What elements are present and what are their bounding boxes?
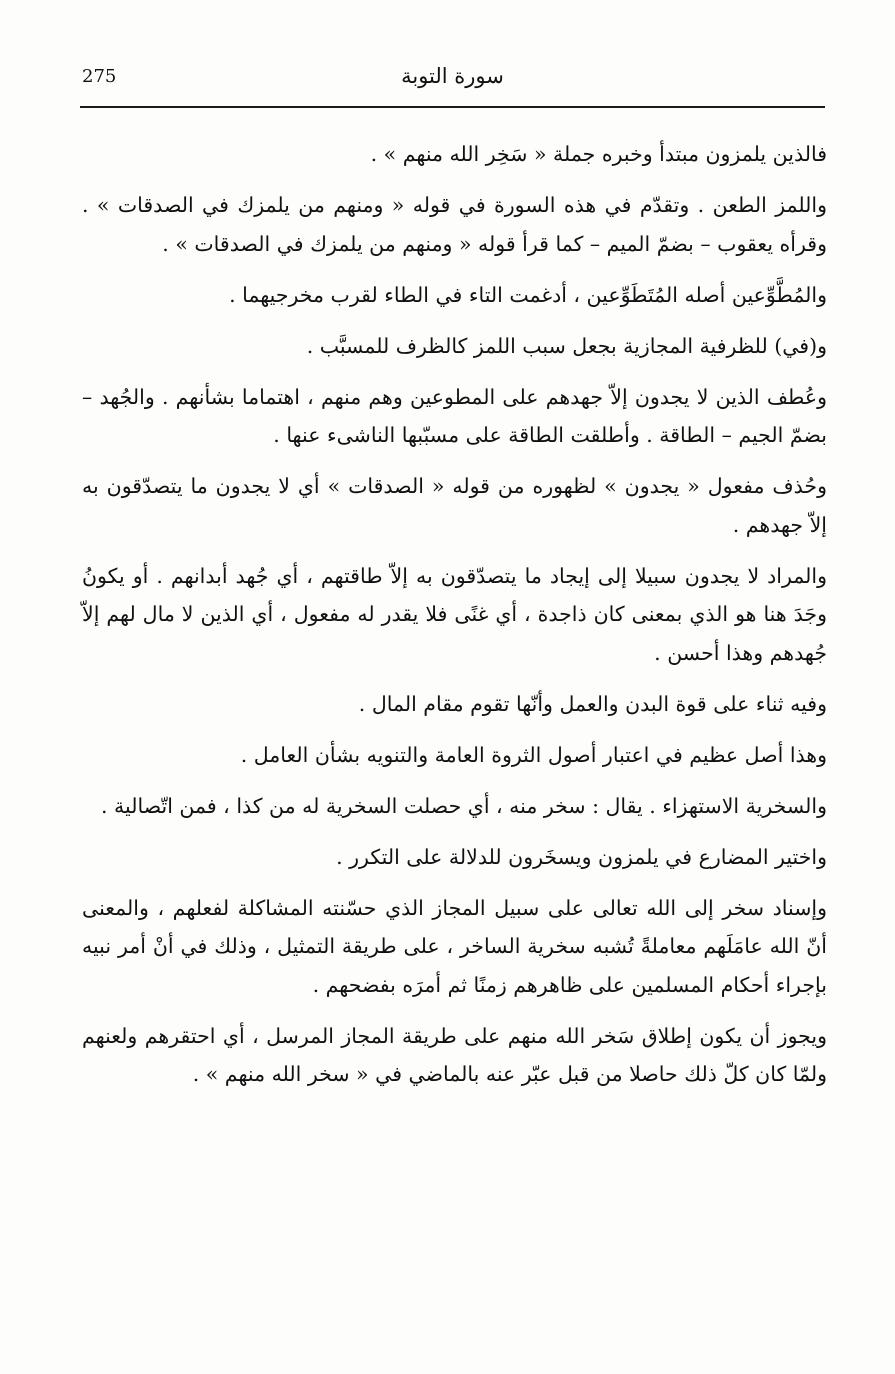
paragraph-13: ويجوز أن يكون إطلاق سَخر الله منهم على طريقة المجاز المرسل ، أي احتقرهم ولعنهم ولمّا كان كلّ ذلك حاصلا من قبل عبّر عنه بالماضي في « سخر الله منهم » . (82, 1023, 827, 1086)
paragraph-1: فالذين يلمزون مبتدأ وخبره جملة « سَخِر الله منهم » . (370, 142, 827, 166)
page-header (80, 60, 825, 108)
page-body (82, 135, 827, 1106)
paragraph-8: وفيه ثناء على قوة البدن والعمل وأنّها تقوم مقام المال . (358, 691, 827, 716)
paragraph-10: والسخرية الاستهزاء . يقال : سخر منه ، أي حصلت السخرية له من كذا ، فمن اتّصالية . (101, 793, 827, 818)
paragraph-11: واختير المضارع في يلمزون ويسخَرون للدلالة على التكرر . (336, 844, 827, 869)
page-number: 275 (82, 66, 117, 87)
paragraph-6: وحُذف مفعول « يجدون » لظهوره من قوله « الصدقات » أي لا يجدون ما يتصدّقون به إلاّ جهدهم . (82, 474, 827, 537)
paragraph-5: وعُطف الذين لا يجدون إلاّ جهدهم على المطوعين وهم منهم ، اهتماما بشأنهم . والجُهد – بضمّ الجيم – الطاقة . وأطلقت الطاقة على مسبّبها الناشىء عنها . (82, 384, 827, 447)
paragraph-7: والمراد لا يجدون سبيلا إلى إيجاد ما يتصدّقون به إلاّ طاقتهم ، أي جُهد أبدانهم . أو يكونُ وجَدَ هنا هو الذي بمعنى كان ذاجدة ، أي غنًى فلا يقدر له مفعول ، أي الذين لا مال لهم إلاّ جُهدهم وهذا أحسن . (82, 563, 827, 665)
paragraph-4: و(في) للظرفية المجازية بجعل سبب اللمز كالظرف للمسبَّب . (306, 333, 827, 358)
paragraph-9: وهذا أصل عظيم في اعتبار أصول الثروة العامة والتنويه بشأن العامل . (240, 742, 827, 767)
paragraph-12: وإسناد سخر إلى الله تعالى على سبيل المجاز الذي حسّنته المشاكلة لفعلهم ، والمعنى أنّ الله عامَلَهم معاملةً تُشبه سخرية الساخر ، على طريقة التمثيل ، وذلك في أنْ أمر نبيه بإجراء أحكام المسلمين على ظاهرهم زمنًا ثم أمرَه بفضحهم . (82, 895, 827, 997)
running-title: سورة التوبة (401, 64, 504, 88)
paragraph-2: واللمز الطعن . وتقدّم في هذه السورة في قوله « ومنهم من يلمزك في الصدقات » . وقرأه يعقوب – بضمّ الميم – كما قرأ قوله « ومنهم من يلمزك في الصدقات » . (82, 193, 827, 256)
paragraph-3: والمُطَّوِّعين أصله المُتَطَوِّعين ، أدغمت التاء في الطاء لقرب مخرجيهما . (229, 282, 827, 307)
